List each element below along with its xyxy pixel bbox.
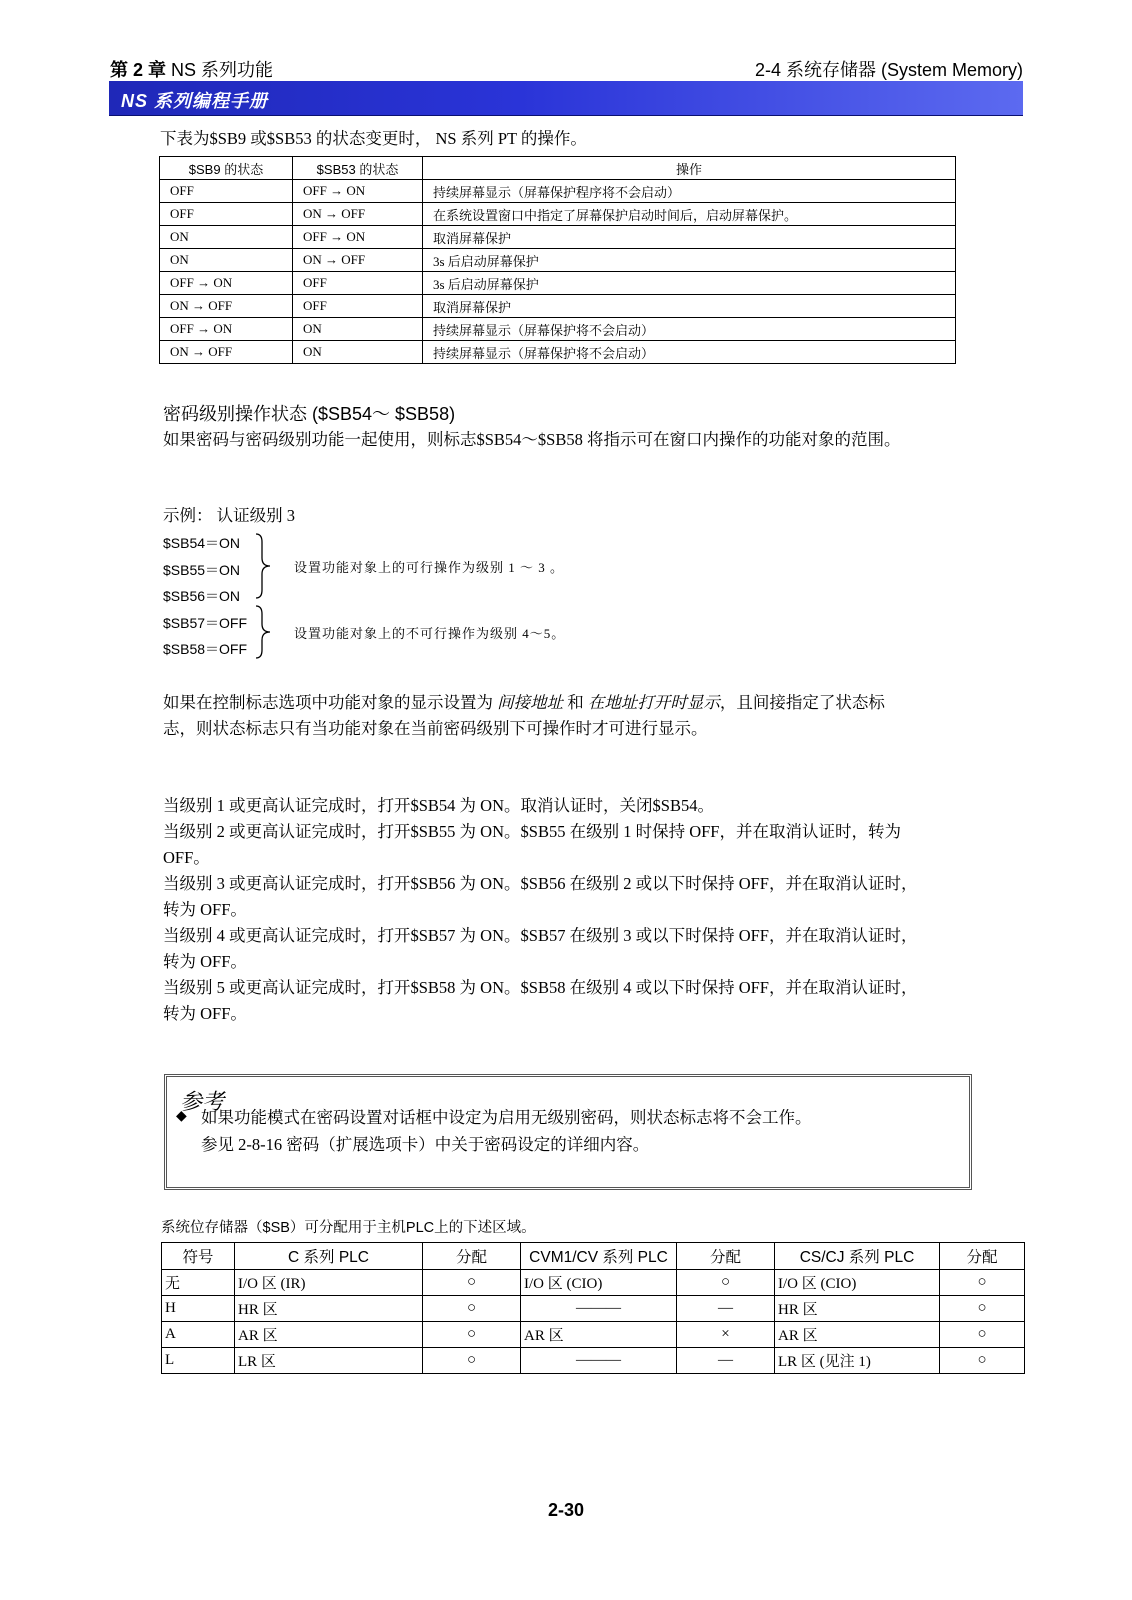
table-header-row: [162, 1243, 1025, 1270]
chapter-title: NS 系列功能: [171, 60, 274, 80]
table-header-cell: CVM1/CV 系列 PLC: [521, 1243, 677, 1270]
reference-line: 参见 2-8-16 密码（扩展选项卡）中关于密码设定的详细内容。: [201, 1135, 650, 1154]
table-cell: AR 区: [521, 1322, 677, 1348]
table-cell: ○: [677, 1270, 775, 1296]
table-cell: ON: [293, 318, 423, 341]
table-cell: ×: [677, 1322, 775, 1348]
chapter-header: [110, 56, 273, 82]
table-cell: AR 区: [235, 1322, 423, 1348]
page-number: 2-30: [547, 1500, 585, 1520]
level-line: 转为 OFF。: [163, 952, 247, 971]
table-row: [160, 341, 956, 364]
text-span: 志，则状态标志只有当功能对象在当前密码级别下可操作时才可进行显示。: [163, 719, 708, 738]
table-cell: —: [677, 1348, 775, 1374]
table-cell: 3s 后启动屏幕保护: [423, 249, 956, 272]
table-row: [162, 1270, 1025, 1296]
table-cell: A: [162, 1322, 235, 1348]
table-row: [160, 295, 956, 318]
table-header-cell: CS/CJ 系列 PLC: [775, 1243, 940, 1270]
section-heading: 密码级别操作状态 ($SB54～ $SB58): [163, 404, 456, 424]
intro-text: 下表为$SB9 或$SB53 的状态变更时， NS 系列 PT 的操作。: [160, 129, 587, 148]
table-cell: ○: [940, 1348, 1025, 1374]
note-allowed-levels: 设置功能对象上的可行操作为级别 1 ～ 3 。: [294, 560, 565, 575]
table-row: [162, 1296, 1025, 1322]
table-row: [162, 1322, 1025, 1348]
table-cell: 持续屏幕显示（屏幕保护程序将不会启动）: [423, 180, 956, 203]
table-row: [160, 180, 956, 203]
table-cell: ○: [423, 1322, 521, 1348]
table-header-cell: 符号: [162, 1243, 235, 1270]
table-cell: LR 区 (见注 1): [775, 1348, 940, 1374]
table-cell: ON: [160, 226, 293, 249]
table-row: [160, 318, 956, 341]
sb9-sb53-table: [159, 156, 956, 364]
table-cell: I/O 区 (IR): [235, 1270, 423, 1296]
level-line: 转为 OFF。: [163, 1004, 247, 1023]
table-cell: HR 区: [235, 1296, 423, 1322]
allocation-table: [161, 1242, 1025, 1374]
section-header: 2-4 系统存储器 (System Memory): [754, 60, 1023, 80]
level-line: 当级别 3 或更高认证完成时，打开$SB56 为 ON。$SB56 在级别 2 或以下时保持 OFF，并在取消认证时，: [163, 874, 918, 893]
flag-sb56: $SB56＝ON: [163, 588, 241, 604]
note-disallowed-levels: 设置功能对象上的不可行操作为级别 4～5。: [294, 626, 566, 641]
table-header-cell: 操作: [423, 157, 956, 180]
table-cell: ○: [423, 1270, 521, 1296]
table-cell: OFF: [160, 180, 293, 203]
allocation-caption: 系统位存储器（$SB）可分配用于主机PLC上的下述区域。: [161, 1220, 536, 1236]
table-cell: ON: [293, 341, 423, 364]
section-description: 如果密码与密码级别功能一起使用，则标志$SB54～$SB58 将指示可在窗口内操作的功能对象的范围。: [163, 430, 901, 449]
table-cell: ON → OFF: [293, 249, 423, 272]
table-cell: ON → OFF: [293, 203, 423, 226]
table-cell: 持续屏幕显示（屏幕保护将不会启动）: [423, 318, 956, 341]
table-cell: ○: [423, 1348, 521, 1374]
table-cell: —: [677, 1296, 775, 1322]
reference-title: 参考: [180, 1089, 225, 1114]
table-cell: OFF → ON: [160, 318, 293, 341]
table-cell: OFF: [293, 295, 423, 318]
table-cell: ○: [940, 1322, 1025, 1348]
table-header-cell: C 系列 PLC: [235, 1243, 423, 1270]
table-header-cell: $SB53 的状态: [293, 157, 423, 180]
table-row: [160, 272, 956, 295]
table-cell: AR 区: [775, 1322, 940, 1348]
table-cell: ———: [521, 1296, 677, 1322]
table-cell: I/O 区 (CIO): [521, 1270, 677, 1296]
reference-line: 如果功能模式在密码设置对话框中设定为启用无级别密码，则状态标志将不会工作。: [201, 1108, 812, 1127]
table-cell: H: [162, 1296, 235, 1322]
table-row: [160, 226, 956, 249]
table-cell: OFF → ON: [160, 272, 293, 295]
manual-banner: [109, 81, 1023, 116]
level-line: 当级别 1 或更高认证完成时，打开$SB54 为 ON。取消认证时，关闭$SB54。: [163, 796, 714, 815]
table-cell: ON: [160, 249, 293, 272]
table-row: [160, 249, 956, 272]
table-cell: ○: [940, 1296, 1025, 1322]
table-header-cell: $SB9 的状态: [160, 157, 293, 180]
table-row: [162, 1348, 1025, 1374]
table-cell: L: [162, 1348, 235, 1374]
table-cell: OFF → ON: [293, 180, 423, 203]
table-cell: ON → OFF: [160, 341, 293, 364]
table-cell: HR 区: [775, 1296, 940, 1322]
level-line: 转为 OFF。: [163, 900, 247, 919]
table-cell: 取消屏幕保护: [423, 295, 956, 318]
chapter-prefix: 第 2 章: [110, 60, 167, 80]
banner-title: NS 系列编程手册: [121, 91, 269, 111]
level-line: 当级别 2 或更高认证完成时，打开$SB55 为 ON。$SB55 在级别 1 时保持 OFF，并在取消认证时，转为: [163, 822, 901, 841]
table-cell: LR 区: [235, 1348, 423, 1374]
level-line: 当级别 4 或更高认证完成时，打开$SB57 为 ON。$SB57 在级别 3 或以下时保持 OFF，并在取消认证时，: [163, 926, 918, 945]
table-header-row: [160, 157, 956, 180]
table-header-cell: 分配: [940, 1243, 1025, 1270]
table-cell: OFF: [293, 272, 423, 295]
table-cell: 3s 后启动屏幕保护: [423, 272, 956, 295]
table-cell: ———: [521, 1348, 677, 1374]
table-cell: 取消屏幕保护: [423, 226, 956, 249]
level-line: 当级别 5 或更高认证完成时，打开$SB58 为 ON。$SB58 在级别 4 或以下时保持 OFF，并在取消认证时，: [163, 978, 918, 997]
text-span: 如果在控制标志选项中功能对象的显示设置为: [163, 693, 498, 712]
table-cell: OFF: [160, 203, 293, 226]
flag-sb58: $SB58＝OFF: [163, 641, 248, 657]
text-span: ，且间接指定了状态标: [719, 693, 885, 712]
table-cell: ON → OFF: [160, 295, 293, 318]
flag-sb57: $SB57＝OFF: [163, 615, 248, 631]
table-cell: I/O 区 (CIO): [775, 1270, 940, 1296]
level-line: OFF。: [163, 848, 210, 867]
text-span: 和: [563, 693, 588, 712]
example-label: 示例： 认证级别 3: [163, 506, 295, 525]
table-header-cell: 分配: [677, 1243, 775, 1270]
flag-sb54: $SB54＝ON: [163, 535, 241, 551]
table-cell: ○: [940, 1270, 1025, 1296]
flag-sb55: $SB55＝ON: [163, 562, 241, 578]
table-cell: 持续屏幕显示（屏幕保护将不会启动）: [423, 341, 956, 364]
text-span: 在地址打开时显示: [587, 693, 720, 712]
display-condition-paragraph: [163, 690, 1023, 742]
table-cell: 在系统设置窗口中指定了屏幕保护启动时间后，启动屏幕保护。: [423, 203, 956, 226]
brace-icon: [254, 532, 278, 660]
table-cell: ○: [423, 1296, 521, 1322]
bullet-icon: ◆: [176, 1109, 187, 1124]
table-cell: 无: [162, 1270, 235, 1296]
table-cell: OFF → ON: [293, 226, 423, 249]
text-span: 间接地址: [497, 693, 564, 712]
table-header-cell: 分配: [423, 1243, 521, 1270]
table-row: [160, 203, 956, 226]
